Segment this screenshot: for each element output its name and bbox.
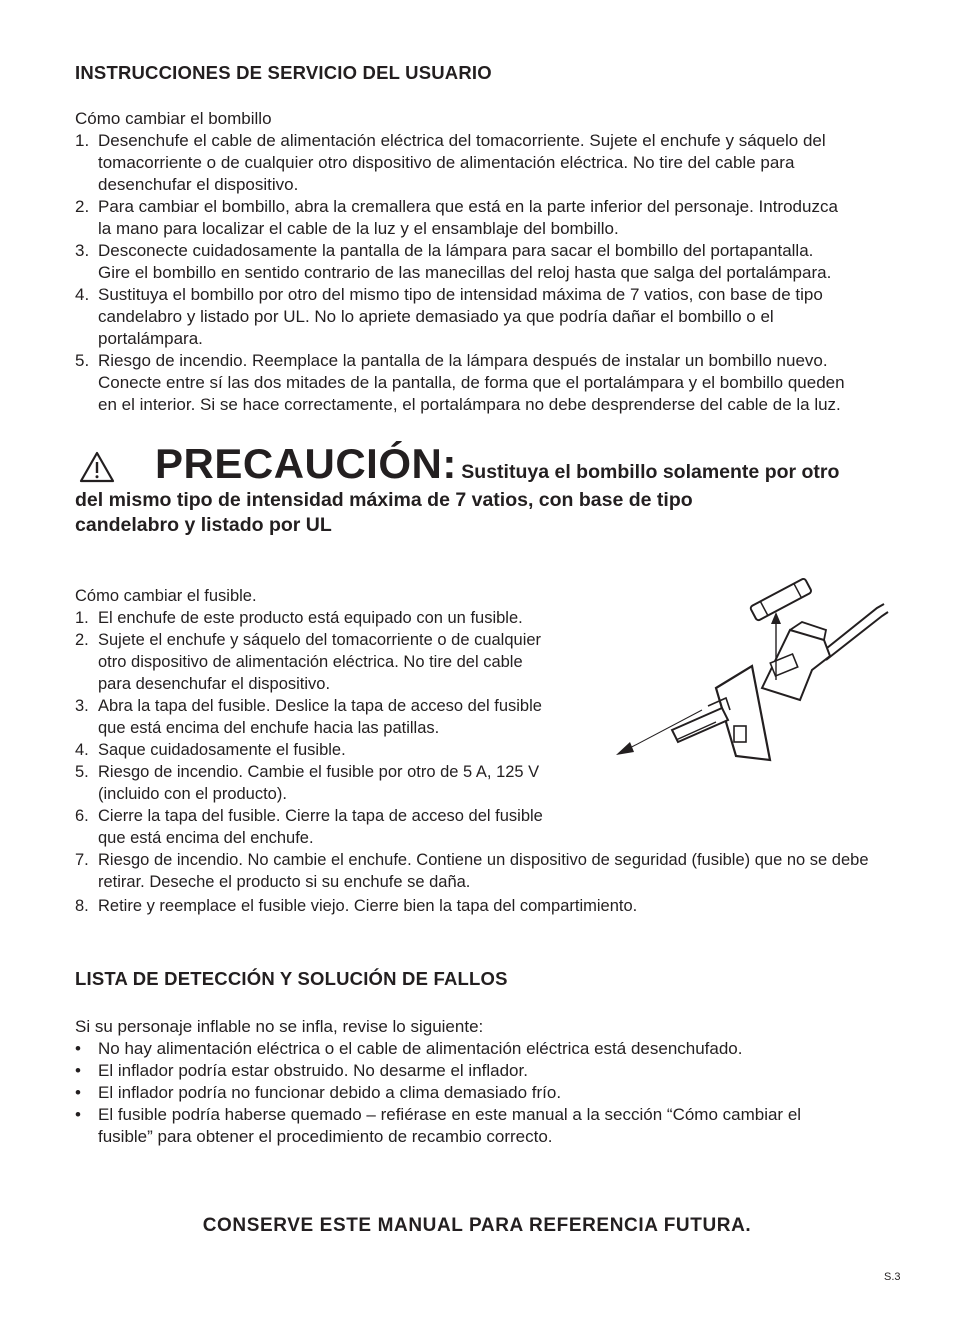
step-number: 5. bbox=[75, 763, 89, 781]
step-line: Riesgo de incendio. Reemplace la pantalla de la lámpara después de instalar un bombillo nuevo. bbox=[98, 351, 828, 370]
step-line: Cierre la tapa del fusible. Cierre la tapa de acceso del fusible bbox=[98, 807, 543, 825]
step-number: 7. bbox=[75, 851, 89, 869]
bullet: • bbox=[75, 1039, 81, 1058]
fuse-plug-illustration bbox=[612, 560, 902, 770]
section-intro-troubleshooting: Si su personaje inflable no se infla, revise lo siguiente: bbox=[75, 1017, 484, 1036]
bullet-line: fusible” para obtener el procedimiento de recambio correcto. bbox=[98, 1127, 553, 1146]
list-item bbox=[75, 1082, 915, 1104]
page-number: S.3 bbox=[884, 1271, 901, 1283]
list-item bbox=[75, 895, 915, 917]
step-number: 3. bbox=[75, 697, 89, 715]
bulb-steps-list bbox=[75, 130, 915, 416]
bullet-line: El inflador podría estar obstruido. No desarme el inflador. bbox=[98, 1061, 528, 1080]
step-number: 8. bbox=[75, 897, 89, 915]
list-item bbox=[75, 130, 915, 196]
list-item bbox=[75, 1038, 915, 1060]
list-item bbox=[75, 240, 915, 284]
section-heading-troubleshooting: LISTA DE DETECCIÓN Y SOLUCIÓN DE FALLOS bbox=[75, 968, 508, 989]
bullet: • bbox=[75, 1105, 81, 1124]
step-number: 5. bbox=[75, 351, 90, 370]
bullet: • bbox=[75, 1083, 81, 1102]
list-item bbox=[75, 1060, 915, 1082]
step-line: Gire el bombillo en sentido contrario de las manecillas del reloj hasta que salga del portalámpara. bbox=[98, 263, 832, 282]
list-item bbox=[75, 849, 915, 893]
step-line: portalámpara. bbox=[98, 329, 203, 348]
warning-heading bbox=[155, 440, 839, 488]
step-line: Riesgo de incendio. Cambie el fusible por otro de 5 A, 125 V bbox=[98, 763, 540, 781]
step-number: 3. bbox=[75, 241, 90, 260]
list-item bbox=[75, 196, 915, 240]
warning-text-line3: candelabro y listado por UL bbox=[75, 514, 332, 536]
bullet-line: El inflador podría no funcionar debido a clima demasiado frío. bbox=[98, 1083, 562, 1102]
step-number: 2. bbox=[75, 197, 90, 216]
step-line: Retire y reemplace el fusible viejo. Cierre bien la tapa del compartimiento. bbox=[98, 897, 638, 915]
list-item bbox=[75, 1104, 915, 1148]
warning-title: PRECAUCIÓN: bbox=[155, 440, 457, 487]
step-line: Riesgo de incendio. No cambie el enchufe. Contiene un dispositivo de seguridad (fusible) que no se debe bbox=[98, 851, 869, 869]
step-number: 1. bbox=[75, 609, 89, 627]
list-item bbox=[75, 284, 915, 350]
troubleshooting-list bbox=[75, 1038, 915, 1148]
step-line: Para cambiar el bombillo, abra la cremallera que está en la parte inferior del personaje. Introduzca bbox=[98, 197, 838, 216]
step-line: Abra la tapa del fusible. Deslice la tapa de acceso del fusible bbox=[98, 697, 542, 715]
step-number: 6. bbox=[75, 807, 89, 825]
step-line: El enchufe de este producto está equipado con un fusible. bbox=[98, 609, 523, 627]
section-intro-fuse: Cómo cambiar el fusible. bbox=[75, 587, 257, 605]
step-line: retirar. Deseche el producto si su enchufe se daña. bbox=[98, 873, 471, 891]
step-line: que está encima del enchufe hacia las patillas. bbox=[98, 719, 440, 737]
warning-text-line1: Sustituya el bombillo solamente por otro bbox=[461, 461, 840, 483]
step-line: en el interior. Si se hace correctamente, el portalámpara no debe desprenderse del cable de la luz. bbox=[98, 395, 841, 414]
step-line: que está encima del enchufe. bbox=[98, 829, 314, 847]
step-line: Desconecte cuidadosamente la pantalla de la lámpara para sacar el bombillo del portapantalla. bbox=[98, 241, 814, 260]
bullet-line: El fusible podría haberse quemado – refiérase en este manual a la sección “Cómo cambiar el bbox=[98, 1105, 802, 1124]
warning-triangle-icon bbox=[79, 451, 115, 483]
step-line: Sustituya el bombillo por otro del mismo tipo de intensidad máxima de 7 vatios, con base de tipo bbox=[98, 285, 823, 304]
step-line: la mano para localizar el cable de la luz y el ensamblaje del bombillo. bbox=[98, 219, 619, 238]
list-item bbox=[75, 805, 915, 849]
step-line: Saque cuidadosamente el fusible. bbox=[98, 741, 346, 759]
bullet: • bbox=[75, 1061, 81, 1080]
step-line: Conecte entre sí las dos mitades de la pantalla, de forma que el portalámpara y el bombillo queden bbox=[98, 373, 845, 392]
step-line: desenchufar el dispositivo. bbox=[98, 175, 299, 194]
section-heading-instructions: INSTRUCCIONES DE SERVICIO DEL USUARIO bbox=[75, 62, 492, 83]
section-intro-bulb: Cómo cambiar el bombillo bbox=[75, 109, 272, 128]
list-item bbox=[75, 350, 915, 416]
step-line: (incluido con el producto). bbox=[98, 785, 287, 803]
step-number: 2. bbox=[75, 631, 89, 649]
step-line: candelabro y listado por UL. No lo apriete demasiado ya que podría dañar el bombillo o el bbox=[98, 307, 774, 326]
step-line: otro dispositivo de alimentación eléctrica. No tire del cable bbox=[98, 653, 523, 671]
step-line: Sujete el enchufe y sáquelo del tomacorriente o de cualquier bbox=[98, 631, 542, 649]
step-number: 1. bbox=[75, 131, 90, 150]
bullet-line: No hay alimentación eléctrica o el cable de alimentación eléctrica está desenchufado. bbox=[98, 1039, 743, 1058]
warning-text-line2: del mismo tipo de intensidad máxima de 7 vatios, con base de tipo bbox=[75, 489, 693, 511]
footer-note: CONSERVE ESTE MANUAL PARA REFERENCIA FUTURA. bbox=[202, 1215, 752, 1236]
step-line: para desenchufar el dispositivo. bbox=[98, 675, 331, 693]
step-number: 4. bbox=[75, 741, 89, 759]
step-line: tomacorriente o de cualquier otro dispositivo de alimentación eléctrica. No tire del cable para bbox=[98, 153, 795, 172]
step-line: Desenchufe el cable de alimentación eléctrica del tomacorriente. Sujete el enchufe y sáquelo del bbox=[98, 131, 826, 150]
step-number: 4. bbox=[75, 285, 90, 304]
